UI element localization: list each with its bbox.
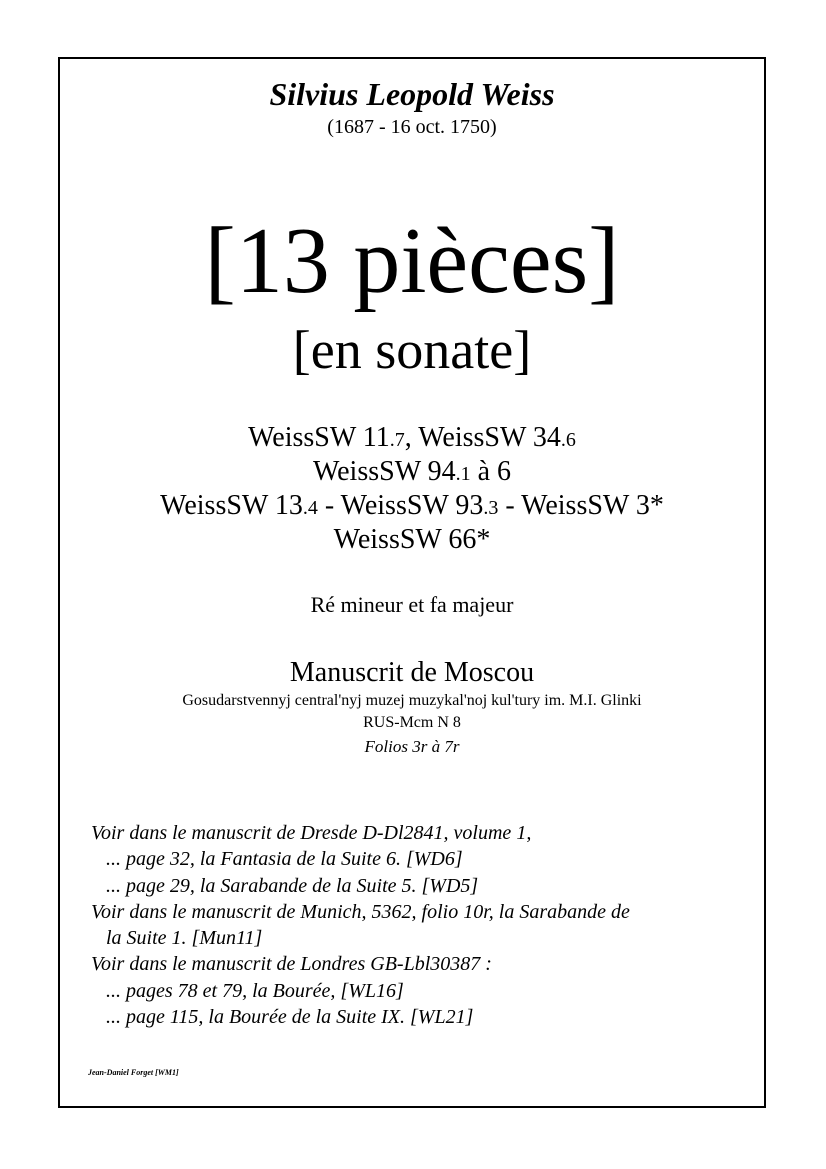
library-siglum: RUS-Mcm N 8 [363, 714, 461, 731]
catalog-line [58, 489, 766, 525]
key-signature: Ré mineur et fa majeur [310, 592, 514, 617]
composer-name: Silvius Leopold Weiss [269, 76, 555, 112]
catalog-line [58, 455, 766, 491]
catalog-text: WeissSW 66* [333, 524, 491, 555]
note-line: Voir dans le manuscrit de Munich, 5362, folio 10r, la Sarabande de [91, 900, 630, 923]
catalog-suffix: .7 [389, 429, 405, 451]
catalog-suffix: .6 [560, 429, 576, 451]
catalog-line [58, 523, 766, 557]
catalog-line [58, 421, 766, 457]
catalog-text: WeissSW 94 [312, 456, 456, 487]
catalog-text: , WeissSW 34 [404, 422, 561, 453]
catalog-suffix: .1 [455, 463, 471, 485]
catalog-suffix: .4 [302, 497, 318, 519]
composer-dates: (1687 - 16 oct. 1750) [327, 116, 497, 138]
concordance-notes [91, 820, 761, 1030]
folio-range: Folios 3r à 7r [364, 737, 460, 756]
catalog-text: - WeissSW 93 [317, 490, 484, 521]
note-line: Voir dans le manuscrit de Dresde D-Dl2841, volume 1, [91, 822, 532, 844]
catalog-suffix: .3 [483, 497, 499, 519]
editor-credit: Jean-Daniel Forget [WM1] [88, 1068, 179, 1077]
catalog-text: WeissSW 13 [160, 490, 303, 521]
catalog-text: WeissSW 11 [248, 422, 390, 453]
main-title: [13 pièces] [204, 209, 620, 313]
note-line: ... page 29, la Sarabande de la Suite 5. [WD5] [106, 874, 479, 897]
note-line: ... pages 78 et 79, la Bourée, [WL16] [106, 979, 404, 1002]
catalog-text: - WeissSW 3* [498, 490, 664, 521]
catalog-text: à 6 [470, 456, 512, 487]
note-line: ... page 115, la Bourée de la Suite IX. [WL21] [106, 1006, 474, 1029]
note-line: Voir dans le manuscrit de Londres GB-Lbl30387 : [91, 953, 492, 976]
note-line: la Suite 1. [Mun11] [106, 927, 263, 950]
note-line: ... page 32, la Fantasia de la Suite 6. [WD6] [106, 848, 463, 871]
manuscript-name: Manuscrit de Moscou [289, 657, 535, 688]
sub-title: [en sonate] [292, 320, 532, 380]
institution-name: Gosudarstvennyj central'nyj muzej muzykal'noj kul'tury im. M.I. Glinki [182, 692, 642, 709]
